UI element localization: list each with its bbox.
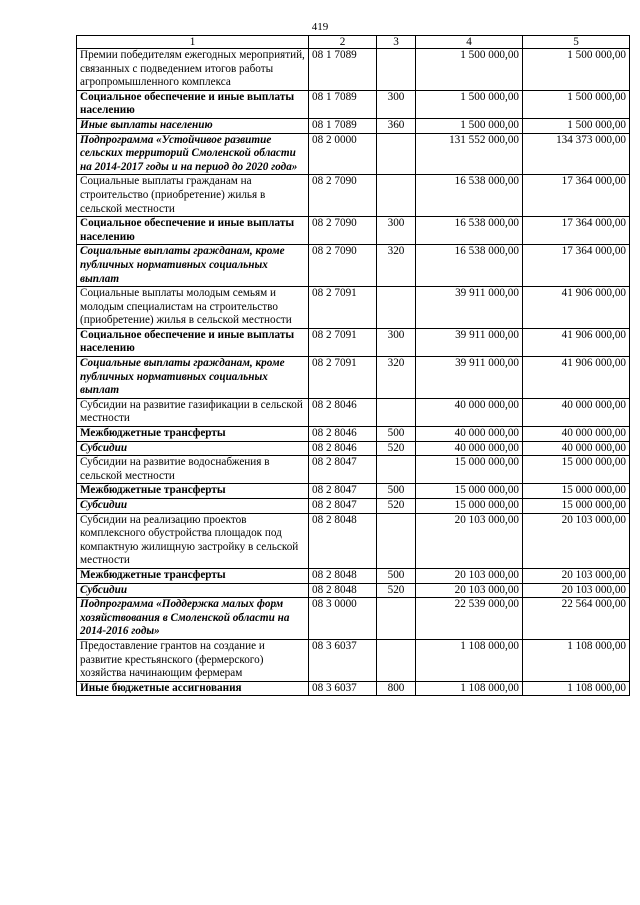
table-row bbox=[77, 90, 630, 118]
table-body bbox=[77, 49, 630, 696]
row-name-cell: Субсидии на реализацию проектов комплексного обустройства площадок под компактную жилищную застройку в сельской местности bbox=[77, 513, 309, 568]
row-sum-2015-cell: 15 000 000,00 bbox=[416, 499, 523, 514]
row-sum-2016-cell: 40 000 000,00 bbox=[523, 427, 630, 442]
table-row bbox=[77, 118, 630, 133]
table-row bbox=[77, 175, 630, 217]
row-sum-2015-cell: 20 103 000,00 bbox=[416, 513, 523, 568]
column-header-1: 1 bbox=[77, 36, 309, 49]
table-row bbox=[77, 639, 630, 681]
row-code-cell: 08 1 7089 bbox=[309, 49, 377, 91]
row-sum-2016-cell: 20 103 000,00 bbox=[523, 513, 630, 568]
table-row bbox=[77, 245, 630, 287]
row-code-cell: 08 2 8047 bbox=[309, 484, 377, 499]
row-sum-2015-cell: 40 000 000,00 bbox=[416, 398, 523, 426]
row-sum-2015-cell: 20 103 000,00 bbox=[416, 568, 523, 583]
row-expense-type-cell bbox=[377, 513, 416, 568]
table-row bbox=[77, 441, 630, 456]
row-expense-type-cell: 360 bbox=[377, 118, 416, 133]
row-expense-type-cell: 300 bbox=[377, 90, 416, 118]
row-code-cell: 08 2 8047 bbox=[309, 456, 377, 484]
row-name-cell: Субсидии на развитие водоснабжения в сельской местности bbox=[77, 456, 309, 484]
table-row bbox=[77, 217, 630, 245]
header-row bbox=[77, 36, 630, 49]
row-name-cell: Социальные выплаты гражданам на строительство (приобретение) жилья в сельской местности bbox=[77, 175, 309, 217]
row-code-cell: 08 2 7091 bbox=[309, 287, 377, 329]
row-sum-2015-cell: 15 000 000,00 bbox=[416, 484, 523, 499]
row-expense-type-cell: 500 bbox=[377, 568, 416, 583]
budget-table bbox=[76, 35, 630, 696]
table-row bbox=[77, 49, 630, 91]
page-number: 419 bbox=[311, 21, 329, 33]
row-expense-type-cell: 520 bbox=[377, 441, 416, 456]
row-expense-type-cell: 800 bbox=[377, 681, 416, 696]
row-code-cell: 08 2 7090 bbox=[309, 175, 377, 217]
row-expense-type-cell: 520 bbox=[377, 499, 416, 514]
row-code-cell: 08 1 7089 bbox=[309, 118, 377, 133]
row-sum-2016-cell: 1 500 000,00 bbox=[523, 118, 630, 133]
row-sum-2015-cell: 40 000 000,00 bbox=[416, 441, 523, 456]
row-code-cell: 08 2 8046 bbox=[309, 441, 377, 456]
row-name-cell: Социальное обеспечение и иные выплаты населению bbox=[77, 217, 309, 245]
row-sum-2016-cell: 1 500 000,00 bbox=[523, 49, 630, 91]
row-sum-2016-cell: 15 000 000,00 bbox=[523, 499, 630, 514]
row-sum-2015-cell: 1 500 000,00 bbox=[416, 49, 523, 91]
row-sum-2016-cell: 20 103 000,00 bbox=[523, 568, 630, 583]
row-sum-2015-cell: 1 500 000,00 bbox=[416, 118, 523, 133]
row-name-cell: Премии победителям ежегодных мероприятий, связанных с подведением итогов работы агропромышленного комплекса bbox=[77, 49, 309, 91]
table-row bbox=[77, 681, 630, 696]
table-row bbox=[77, 499, 630, 514]
row-expense-type-cell bbox=[377, 398, 416, 426]
row-expense-type-cell: 320 bbox=[377, 357, 416, 399]
row-expense-type-cell bbox=[377, 133, 416, 175]
row-expense-type-cell: 520 bbox=[377, 583, 416, 598]
row-code-cell: 08 2 8048 bbox=[309, 583, 377, 598]
table-row bbox=[77, 133, 630, 175]
row-sum-2015-cell: 39 911 000,00 bbox=[416, 287, 523, 329]
row-expense-type-cell bbox=[377, 639, 416, 681]
row-name-cell: Субсидии на развитие газификации в сельской местности bbox=[77, 398, 309, 426]
table-row bbox=[77, 427, 630, 442]
row-sum-2016-cell: 40 000 000,00 bbox=[523, 398, 630, 426]
row-code-cell: 08 3 6037 bbox=[309, 681, 377, 696]
row-code-cell: 08 2 7091 bbox=[309, 357, 377, 399]
table-row bbox=[77, 357, 630, 399]
column-header-3: 3 bbox=[377, 36, 416, 49]
row-code-cell: 08 2 7091 bbox=[309, 328, 377, 356]
row-name-cell: Иные выплаты населению bbox=[77, 118, 309, 133]
row-code-cell: 08 2 8048 bbox=[309, 513, 377, 568]
row-name-cell: Предоставление грантов на создание и развитие крестьянского (фермерского) хозяйства начинающим фермерам bbox=[77, 639, 309, 681]
table-row bbox=[77, 583, 630, 598]
row-sum-2015-cell: 16 538 000,00 bbox=[416, 217, 523, 245]
row-code-cell: 08 2 0000 bbox=[309, 133, 377, 175]
table-row bbox=[77, 568, 630, 583]
row-name-cell: Социальные выплаты молодым семьям и молодым специалистам на строительство (приобретение) жилья в сельской местности bbox=[77, 287, 309, 329]
row-sum-2016-cell: 1 108 000,00 bbox=[523, 639, 630, 681]
row-expense-type-cell: 500 bbox=[377, 484, 416, 499]
row-sum-2016-cell: 15 000 000,00 bbox=[523, 456, 630, 484]
row-sum-2016-cell: 41 906 000,00 bbox=[523, 357, 630, 399]
row-sum-2016-cell: 15 000 000,00 bbox=[523, 484, 630, 499]
row-sum-2015-cell: 131 552 000,00 bbox=[416, 133, 523, 175]
row-expense-type-cell bbox=[377, 598, 416, 640]
row-code-cell: 08 2 8046 bbox=[309, 398, 377, 426]
table-row bbox=[77, 328, 630, 356]
row-name-cell: Социальное обеспечение и иные выплаты населению bbox=[77, 90, 309, 118]
row-code-cell: 08 3 0000 bbox=[309, 598, 377, 640]
row-name-cell: Субсидии bbox=[77, 441, 309, 456]
row-sum-2015-cell: 20 103 000,00 bbox=[416, 583, 523, 598]
row-sum-2015-cell: 39 911 000,00 bbox=[416, 357, 523, 399]
row-expense-type-cell: 500 bbox=[377, 427, 416, 442]
row-code-cell: 08 2 8047 bbox=[309, 499, 377, 514]
table-row bbox=[77, 513, 630, 568]
row-name-cell: Подпрограмма «Устойчивое развитие сельских территорий Смоленской области на 2014-2017 годы и на период до 2020 года» bbox=[77, 133, 309, 175]
column-header-2: 2 bbox=[309, 36, 377, 49]
column-header-5: 5 bbox=[523, 36, 630, 49]
row-sum-2015-cell: 16 538 000,00 bbox=[416, 175, 523, 217]
row-name-cell: Межбюджетные трансферты bbox=[77, 427, 309, 442]
row-sum-2015-cell: 1 108 000,00 bbox=[416, 639, 523, 681]
row-sum-2016-cell: 41 906 000,00 bbox=[523, 328, 630, 356]
row-sum-2015-cell: 1 108 000,00 bbox=[416, 681, 523, 696]
table-row bbox=[77, 484, 630, 499]
table-row bbox=[77, 398, 630, 426]
row-name-cell: Иные бюджетные ассигнования bbox=[77, 681, 309, 696]
row-sum-2016-cell: 17 364 000,00 bbox=[523, 175, 630, 217]
table-row bbox=[77, 598, 630, 640]
row-sum-2016-cell: 134 373 000,00 bbox=[523, 133, 630, 175]
row-name-cell: Субсидии bbox=[77, 583, 309, 598]
row-expense-type-cell: 320 bbox=[377, 245, 416, 287]
row-expense-type-cell bbox=[377, 175, 416, 217]
row-name-cell: Межбюджетные трансферты bbox=[77, 484, 309, 499]
row-sum-2015-cell: 15 000 000,00 bbox=[416, 456, 523, 484]
row-code-cell: 08 3 6037 bbox=[309, 639, 377, 681]
row-name-cell: Субсидии bbox=[77, 499, 309, 514]
row-sum-2015-cell: 16 538 000,00 bbox=[416, 245, 523, 287]
row-code-cell: 08 2 7090 bbox=[309, 217, 377, 245]
row-name-cell: Межбюджетные трансферты bbox=[77, 568, 309, 583]
row-sum-2016-cell: 1 108 000,00 bbox=[523, 681, 630, 696]
row-code-cell: 08 2 8048 bbox=[309, 568, 377, 583]
row-sum-2016-cell: 22 564 000,00 bbox=[523, 598, 630, 640]
row-sum-2016-cell: 40 000 000,00 bbox=[523, 441, 630, 456]
row-code-cell: 08 2 7090 bbox=[309, 245, 377, 287]
row-sum-2015-cell: 22 539 000,00 bbox=[416, 598, 523, 640]
table-row bbox=[77, 287, 630, 329]
row-expense-type-cell: 300 bbox=[377, 328, 416, 356]
row-name-cell: Социальное обеспечение и иные выплаты населению bbox=[77, 328, 309, 356]
row-sum-2015-cell: 39 911 000,00 bbox=[416, 328, 523, 356]
row-sum-2015-cell: 40 000 000,00 bbox=[416, 427, 523, 442]
row-code-cell: 08 2 8046 bbox=[309, 427, 377, 442]
row-name-cell: Социальные выплаты гражданам, кроме публичных нормативных социальных выплат bbox=[77, 245, 309, 287]
row-expense-type-cell bbox=[377, 287, 416, 329]
row-sum-2015-cell: 1 500 000,00 bbox=[416, 90, 523, 118]
row-code-cell: 08 1 7089 bbox=[309, 90, 377, 118]
column-header-4: 4 bbox=[416, 36, 523, 49]
table-row bbox=[77, 456, 630, 484]
row-name-cell: Социальные выплаты гражданам, кроме публичных нормативных социальных выплат bbox=[77, 357, 309, 399]
row-expense-type-cell bbox=[377, 456, 416, 484]
row-expense-type-cell: 300 bbox=[377, 217, 416, 245]
row-sum-2016-cell: 1 500 000,00 bbox=[523, 90, 630, 118]
row-sum-2016-cell: 17 364 000,00 bbox=[523, 217, 630, 245]
row-sum-2016-cell: 41 906 000,00 bbox=[523, 287, 630, 329]
row-sum-2016-cell: 20 103 000,00 bbox=[523, 583, 630, 598]
row-expense-type-cell bbox=[377, 49, 416, 91]
row-sum-2016-cell: 17 364 000,00 bbox=[523, 245, 630, 287]
row-name-cell: Подпрограмма «Поддержка малых форм хозяйствования в Смоленской области на 2014-2016 годы» bbox=[77, 598, 309, 640]
